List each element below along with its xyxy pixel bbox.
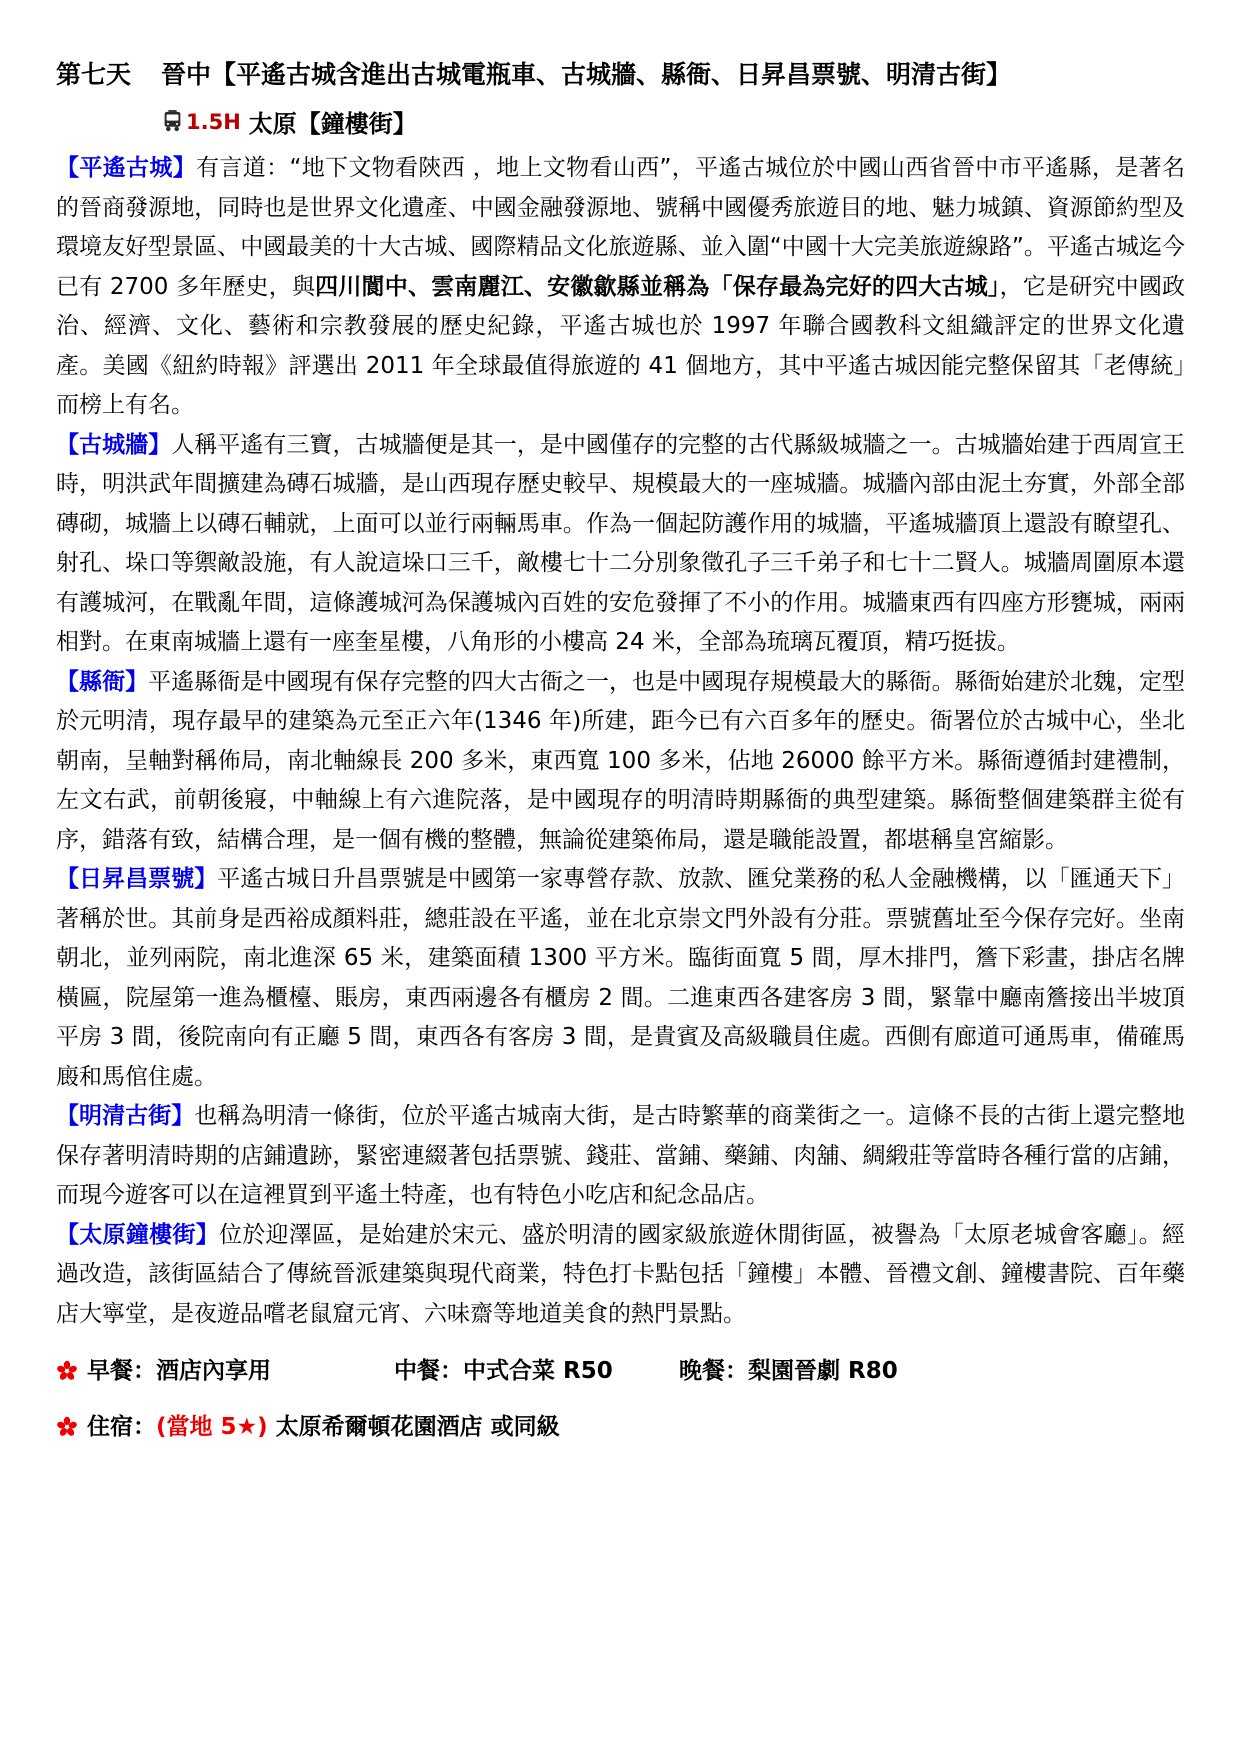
- itinerary-paragraph: [56, 1097, 1185, 1216]
- transfer-duration: 1.5H: [186, 109, 241, 134]
- itinerary-paragraph: [56, 426, 1185, 663]
- meals-line: [56, 1354, 1185, 1388]
- hotel-name: 太原希爾頓花園酒店 或同級: [275, 1414, 560, 1440]
- day-title-text: 晉中【平遙古城含進出古城電瓶車、古城牆、縣衙、日昇昌票號、明清古街】: [161, 60, 1012, 89]
- paragraph-text: 平遙縣衙是中國現有保存完整的四大古衙之一，也是中國現存規模最大的縣衙。縣衙始建於北魏，定型於元明清，現存最早的建築為元至正六年(1346 年)所建，距今已有六百多年的歷史。衙署位於古城中心，坐北朝南，呈軸對稱佈局，南北軸線長 200 多米，東西寬 100 多米，佔地 26000 餘平方米。縣衙遵循封建禮制，左文右武，前朝後寢，中軸線上有六進院落，是中國現存的明清時期縣衙的典型建築。縣衙整個建築群主從有序，錯落有致，結構合理，是一個有機的整體，無論從建築佈局，還是職能設置，都堪稱皇宮縮影。: [56, 668, 1186, 853]
- accommodation-line: [56, 1410, 1185, 1444]
- section-header: 【縣衙】: [56, 668, 149, 695]
- paragraph-text: 平遙古城日升昌票號是中國第一家專營存款、放款、匯兌業務的私人金融機構，以「匯通天下」著稱於世。其前身是西裕成顏料莊，總莊設在平遙，並在北京崇文門外設有分莊。票號舊址至今保存完好。坐南朝北，並列兩院，南北進深 65 米，建築面積 1300 平方米。臨街面寬 5 間，厚木排門，簷下彩畫，掛店名牌橫匾，院屋第一進為櫃檯、賬房，東西兩邊各有櫃房 2 間。二進東西各建客房 3 間，緊靠中廳南簷接出半坡頂平房 3 間，後院南向有正廳 5 間，東西各有客房 3 間，是貴賓及高級職員住處。西側有廊道可通馬車，備確馬廄和馬倌住處。: [56, 866, 1186, 1090]
- paragraph-text: 也稱為明清一條街，位於平遙古城南大街，是古時繁華的商業街之一。這條不長的古街上還完整地保存著明清時期的店鋪遺跡，緊密連綴著包括票號、錢莊、當鋪、藥鋪、肉舖、綢緞莊等當時各種行當的店鋪，而現今遊客可以在這裡買到平遙土特產，也有特色小吃店和紀念品店。: [56, 1103, 1186, 1208]
- flower-icon: [56, 1416, 78, 1438]
- day-title: [56, 58, 1185, 92]
- day-number: 第七天: [56, 60, 132, 89]
- bus-icon: [162, 110, 183, 133]
- itinerary-paragraph: [56, 663, 1185, 861]
- paragraph-text: 位於迎澤區，是始建於宋元、盛於明清的國家級旅遊休閒街區，被譽為「太原老城會客廳」。經過改造，該街區結合了傳統晉派建築與現代商業，特色打卡點包括「鐘樓」本體、晉禮文創、鐘樓書院、百年藥店大寧堂，是夜遊品嚐老鼠窟元宵、六味齋等地道美食的熱門景點。: [56, 1221, 1185, 1327]
- lunch-info: 中餐：中式合菜 R50: [394, 1358, 613, 1384]
- itinerary-paragraph: [56, 1216, 1185, 1335]
- section-header: 【日昇昌票號】: [56, 866, 218, 892]
- paragraph-text: 有言道：“地下文物看陝西 ，地上文物看山西”，平遙古城位於中國山西省晉中市平遙縣，是著名的晉商發源地，同時也是世界文化遺產、中國金融發源地、號稱中國優秀旅遊目的地、魅力城鎮、資源節約型及環境友好型景區、中國最美的十大古城、國際精品文化旅遊縣、並入圍“中國十大完美旅遊線路”。平遙古城迄今已有 2700 多年歷史，與: [56, 155, 1185, 300]
- accommodation-label: 住宿：: [87, 1414, 156, 1440]
- transfer-destination: 太原【鐘樓街】: [248, 110, 417, 138]
- paragraph-text: ，它是研究中國政治、經濟、文化、藝術和宗教發展的歷史紀錄，平遙古城也於 1997 年聯合國教科文組織評定的世界文化遺產。美國《紐約時報》評選出 2011 年全球最值得旅遊的 41 個地方，其中平遙古城因能完整保留其「老傳統」而榜上有名。: [56, 273, 1186, 418]
- flower-icon: [56, 1360, 78, 1382]
- section-header: 【古城牆】: [56, 431, 172, 458]
- description-paragraphs: [56, 149, 1185, 1334]
- section-header: 【太原鐘樓街】: [56, 1221, 219, 1248]
- breakfast-info: 早餐：酒店內享用: [87, 1358, 271, 1384]
- section-header: 【明清古街】: [56, 1103, 195, 1129]
- itinerary-paragraph: [56, 149, 1185, 426]
- itinerary-paragraph: [56, 860, 1185, 1097]
- hotel-grade: (當地 5★): [156, 1414, 276, 1440]
- paragraph-text: 人稱平遙有三寶，古城牆便是其一，是中國僅存的完整的古代縣級城牆之一。古城牆始建于西周宣王時，明洪武年間擴建為磚石城牆，是山西現存歷史較早、規模最大的一座城牆。城牆內部由泥土夯實，外部全部磚砌，城牆上以磚石輔就，上面可以並行兩輛馬車。作為一個起防護作用的城牆，平遙城牆頂上還設有瞭望孔、射孔、垛口等禦敵設施，有人說這垛口三千，敵樓七十二分別象徵孔子三千弟子和七十二賢人。城牆周圍原本還有護城河，在戰亂年間，這條護城河為保護城內百姓的安危發揮了不小的作用。城牆東西有四座方形甕城，兩兩相對。在東南城牆上還有一座奎星樓，八角形的小樓高 24 米，全部為琉璃瓦覆頂，精巧挺拔。: [56, 431, 1186, 655]
- transfer-line: [56, 104, 1185, 139]
- dinner-info: 晚餐：梨園晉劇 R80: [679, 1358, 898, 1384]
- paragraph-text: 四川閬中、雲南麗江、安徽歙縣並稱為「保存最為完好的四大古城」: [315, 273, 1000, 300]
- section-header: 【平遙古城】: [56, 155, 197, 181]
